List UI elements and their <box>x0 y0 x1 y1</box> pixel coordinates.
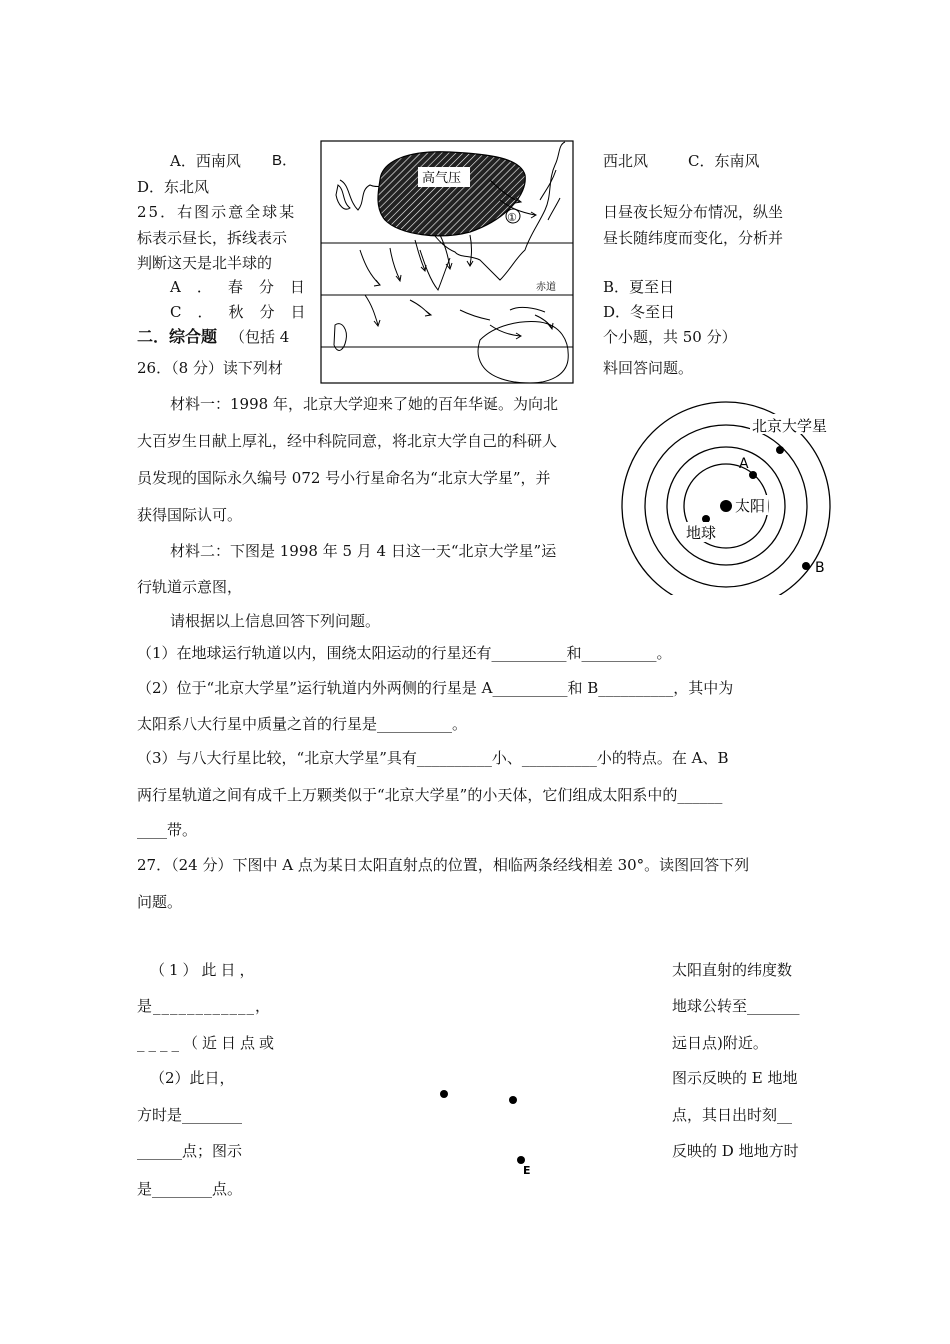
q24-option-b: B． <box>272 152 298 169</box>
q26-heading-left: 26．（8 分）读下列材 <box>137 359 283 377</box>
q27-p1-line2-left: 是____________， <box>137 997 272 1015</box>
q27-p1-line1-left: （1）此日， <box>150 961 259 979</box>
q26-question3-line2: 两行星轨道之间有成千上万颗类似于“北京大学星”的小天体，它们组成太阳系中的______ <box>137 786 723 804</box>
planet-a-label: A <box>739 456 749 472</box>
q25-option-a: A．春分日 <box>170 278 321 296</box>
high-pressure-label: 高气压 <box>422 171 462 186</box>
point-e-label: E <box>523 1164 531 1177</box>
sun-label: 太阳 <box>735 497 766 515</box>
planet-a-dot <box>749 471 757 479</box>
equator-label: 赤道 <box>536 282 556 293</box>
q25-line1-right: 日昼夜长短分布情况，纵坐 <box>603 203 784 221</box>
q26-material2-line2: 行轨道示意图， <box>137 578 243 596</box>
q27-p1-line2-right: 地球公转至_______ <box>672 997 800 1015</box>
orbit-diagram <box>600 395 860 595</box>
q26-question2-line2: 太阳系八大行星中质量之首的行星是__________。 <box>137 715 468 733</box>
q26-question3-line1: （3）与八大行星比较，“北京大学星”具有__________小、__________小的特点。在 A、B <box>137 749 729 767</box>
earth-label: 地球 <box>686 524 717 542</box>
q26-material1-line4: 获得国际认可。 <box>137 506 243 524</box>
wind-map-figure <box>320 140 575 385</box>
q27-p2-line1-left: （2）此日， <box>150 1069 235 1087</box>
asteroid-label: 北京大学星 <box>752 417 828 435</box>
q24-option-a: A．西南风 <box>170 152 241 170</box>
q27-heading-line2: 问题。 <box>137 893 183 911</box>
planet-b-label: B <box>815 560 825 576</box>
q24-option-b-text: 西北风 <box>603 152 649 170</box>
q25-line1-left: 25．右图示意全球某 <box>137 203 297 221</box>
q27-p2-line1-right: 图示反映的 E 地地 <box>672 1069 798 1087</box>
q26-prompt: 请根据以上信息回答下列问题。 <box>170 612 381 630</box>
q27-p2-line3-left: ______点；图示 <box>137 1142 243 1160</box>
q26-question3-line3: ____带。 <box>137 821 198 839</box>
q27-p2-line2-right: 点，其日出时刻__ <box>672 1106 793 1124</box>
q25-option-c: C．秋分日 <box>170 303 322 321</box>
q26-material2-line1: 材料二：下图是 1998 年 5 月 4 日这一天“北京大学星”运 <box>170 542 557 560</box>
q27-p2-line3-right: 反映的 D 地地方时 <box>672 1142 799 1160</box>
q25-line3-left: 判断这天是北半球的 <box>137 254 273 272</box>
q25-line2-left: 标表示昼长，拆线表示 <box>137 229 288 247</box>
q26-material1-line2: 大百岁生日献上厚礼，经中科院同意，将北京大学自己的科研人 <box>137 432 558 450</box>
section-note-right: 个小题，共 50 分） <box>603 328 737 346</box>
q26-question1: （1）在地球运行轨道以内，围绕太阳运动的行星还有__________和__________。 <box>137 644 672 662</box>
q25-option-d: D．冬至日 <box>603 303 676 321</box>
q27-p2-line2-left: 方时是________ <box>137 1106 243 1124</box>
point-e-dot <box>517 1156 525 1164</box>
point-dot-2 <box>509 1096 517 1104</box>
q26-question2-line1: （2）位于“北京大学星”运行轨道内外两侧的行星是 A__________和 B__________，其中为 <box>137 679 734 697</box>
q27-p2-line4-left: 是________点。 <box>137 1180 243 1198</box>
asteroid-dot <box>776 446 784 454</box>
earth-dot <box>702 515 710 523</box>
q27-p1-line3-right: 远日点)附近。 <box>672 1034 768 1052</box>
q26-material1-line1: 材料一：1998 年，北京大学迎来了她的百年华诞。为向北 <box>170 395 558 413</box>
q27-heading-line1: 27．（24 分）下图中 A 点为某日太阳直射点的位置，相临两条经线相差 30°。读图回答下列 <box>137 856 750 874</box>
point-dot-1 <box>440 1090 448 1098</box>
planet-b-dot <box>802 562 810 570</box>
section-title: 二．综合题 <box>137 327 218 346</box>
wind-arrow-label: ① <box>507 211 517 224</box>
q26-heading-right: 料回答问题。 <box>603 359 694 377</box>
q26-material1-line3: 员发现的国际永久编号 072 号小行星命名为“北京大学星”，并 <box>137 469 551 487</box>
q27-p1-line1-right: 太阳直射的纬度数 <box>672 961 793 979</box>
q24-option-c: C．东南风 <box>688 152 760 170</box>
q25-line2-right: 昼长随纬度而变化，分析并 <box>603 229 784 247</box>
q24-option-d: D．东北风 <box>137 178 210 196</box>
q27-figure <box>430 1080 550 1180</box>
q27-p1-line3-left: ____（近日点或 <box>137 1034 279 1052</box>
sun-dot <box>720 500 732 512</box>
section-note-left: （包括 4 <box>230 328 290 346</box>
q25-option-b: B．夏至日 <box>603 278 675 296</box>
